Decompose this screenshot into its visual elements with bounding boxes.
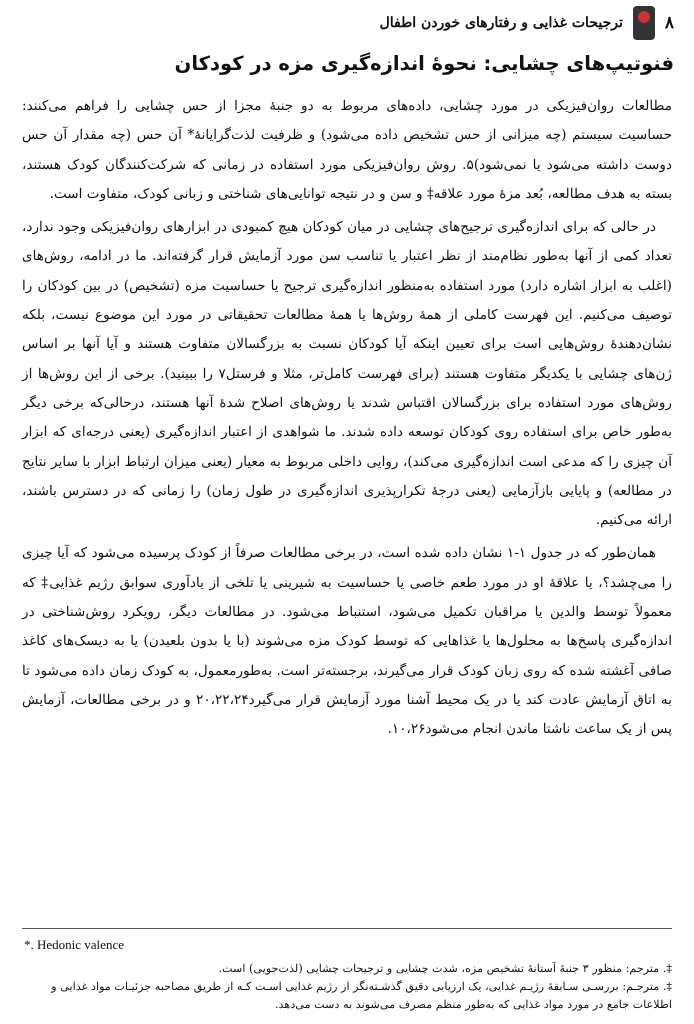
page-number: ۸ <box>664 13 674 33</box>
paragraph-3: همان‌طور که در جدول ۱-۱ نشان داده شده است، در برخی مطالعات صرفاً از کودک پرسیده می‌شود که آیا چیزی را می‌چشد؟، یا علاقهٔ او در مورد طعم خاصی یا حساسیت به شیرینی یا تلخی از یادآوری سوابق رژیم غذایی‡ که معمولاً توسط والدین یا مراقبان تکمیل می‌شود، استنباط می‌شود. در مطالعات دیگر، رویکرد روش‌شناختی در اندازه‌گیری پاسخ‌ها به محلول‌ها یا غذاهایی که توسط کودک مزه می‌شوند (با یا بدون بلعیدن) یا به دیسک‌های کاغذ صافی آغشته شده که روی زبان کودک قرار می‌گیرند، برجسته‌تر است. به‌طورمعمول، به کودک زمان داده می‌شود تا به اتاق آزمایش عادت کند یا در یک محیط آشنا مورد آزمایش قرار می‌گیرد۲۰،۲۲،۲۴ و در برخی مطالعات، آزمایش پس از یک ساعت ناشتا ماندن انجام می‌شود۱۰،۲۶. <box>22 545 672 738</box>
body-text <box>22 92 672 749</box>
footnote-divider <box>22 928 672 929</box>
footnote-1: ‡. مترجم: منظور ۳ جنبهٔ آستانهٔ تشخیص مزه، شدت چشایی و ترجیحات چشایی (لذت‌جویی) است. <box>218 962 672 975</box>
footnotes <box>22 960 672 1014</box>
footnote-2: ‡. مترجـم: بررسـی سـابقهٔ رژیـم غذایی، یک ارزیابی دقیق گذشـته‌نگر از رژیم غذایی اسـت کـه از طریق مصاحبه جزئیـات مواد غذایی و اطلاعات جامع در مورد مواد غذایی که به‌طور منظم مصرف می‌شوند به دست می‌دهد. <box>51 980 672 1011</box>
section-heading: فنوتیپ‌های چشایی: نحوهٔ اندازه‌گیری مزه در کودکان <box>174 52 674 75</box>
footnote-english: *. Hedonic valence <box>24 937 124 952</box>
paragraph-2: در حالی که برای اندازه‌گیری ترجیح‌های چشایی در میان کودکان هیچ کمبودی در ابزارهای روان‌فیزیکی وجود ندارد، تعداد کمی از آنها به‌طور نظام‌مند از نظر اعتبار یا تناسب سن مورد آزمایش قرار گرفته‌اند. ما در ادامه، روش‌های (اغلب به ابزار اشاره دارد) مورد استفاده به‌منظور اندازه‌گیری ترجیح یا حساسیت مزه (تشخیص) در بین کودکان را توصیف می‌کنیم. این فهرست کاملی از همهٔ روش‌ها یا همهٔ مطالعات تحقیقاتی در مورد این موضوع نیست، بلکه نشان‌دهندهٔ روش‌هایی است برای تعیین اینکه آیا کودکان نسبت به بزرگسالان متفاوت هستند و آیا آنها بر اساس ژن‌های چشایی با یکدیگر متفاوت هستند (برای فهرست کامل‌تر، مثلا و فرستل۷ را ببینید). برخی از این روش‌ها از روش‌های مورد استفاده برای بزرگسالان اقتباس شدند یا روش‌های اصلاح شدهٔ آنها هستند، درحالی‌که برخی دیگر به‌طور خاص برای استفاده روی کودکان توسعه داده شدند. ما شواهدی از اعتبار اندازه‌گیری (یعنی درجه‌ای که ابزار آن چیزی را که مدعی است اندازه‌گیری می‌کند)، روایی داخلی مربوط به معیار (یعنی میزان ارتباط ابزار با سایر نتایج در مطالعه) و پایایی بازآزمایی (یعنی درجهٔ تکرارپذیری اندازه‌گیری در طول زمان) را زمانی که در دسترس باشند، ارائه می‌کنیم. <box>22 219 672 529</box>
paragraph-1: مطالعات روان‌فیزیکی در مورد چشایی، داده‌های مربوط به دو جنبهٔ مجزا از حس چشایی را فراهم می‌کنند: حساسیت سیستم (چه میزانی از حس تشخیص داده می‌شود) و ظرفیت لذت‌گرایانهٔ* آن حس (چه مقدار آن حس دوست داشته می‌شود یا نمی‌شود)۵. روش روان‌فیزیکی مورد استفاده در زمانی که شرکت‌کنندگان کودک هستند، بسته به هدف مطالعه، بُعد مزهٔ مورد علاقه‡ و سن و در نتیجه توانایی‌های شناختی و زبانی کودک، متفاوت است. <box>22 98 672 202</box>
book-logo-icon <box>633 6 655 40</box>
running-header <box>380 6 674 40</box>
running-title: ترجیحات غذایی و رفتارهای خوردن اطفال <box>379 15 623 31</box>
